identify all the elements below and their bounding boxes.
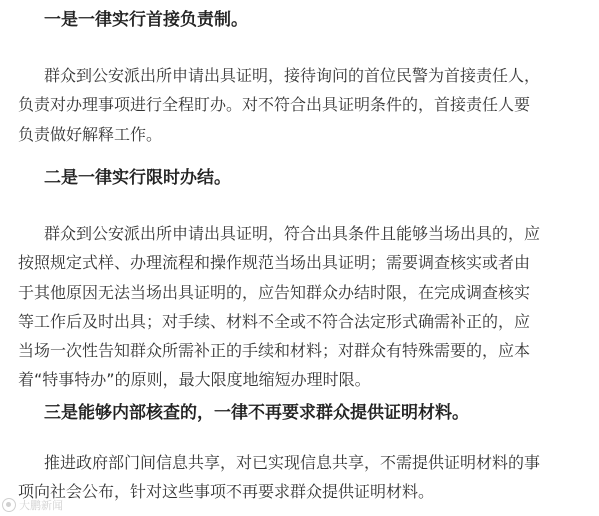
paragraph-line: 等工作后及时出具；对手续、材料不全或不符合法定形式确需补正的，应 <box>18 311 531 331</box>
paragraph-line: 推进政府部门间信息共享，对已实现信息共享，不需提供证明材料的事 <box>44 453 541 472</box>
watermark <box>2 496 63 514</box>
paragraph-line: 于其他原因无法当场出具证明的，应告知群众办结时限，在完成调查核实 <box>18 282 531 302</box>
paragraph-line: 负责做好解释工作。 <box>18 124 163 144</box>
paragraph-line: 当场一次性告知群众所需补正的手续和材料；对群众有特殊需要的，应本 <box>18 341 531 361</box>
paragraph-line: 按照规定式样、办理流程和操作规范当场出具证明；需要调查核实或者由 <box>18 253 531 273</box>
section-paragraph-1 <box>18 61 574 149</box>
section-heading-3: 三是能够内部核查的，一律不再要求群众提供证明材料。 <box>44 403 469 423</box>
paragraph-line: 着“特事特办”的原则，最大限度地缩短办理时限。 <box>18 370 371 390</box>
paragraph-line: 群众到公安派出所申请出具证明，符合出具条件且能够当场出具的，应 <box>44 224 541 243</box>
section-heading-1: 一是一律实行首接负责制。 <box>44 10 248 30</box>
paragraph-line: 负责对办理事项进行全程盯办。对不符合出具证明条件的，首接责任人要 <box>18 95 531 115</box>
watermark-logo-icon <box>2 498 16 512</box>
paragraph-line: 项向社会公布，针对这些事项不再要求群众提供证明材料。 <box>18 482 435 502</box>
paragraph-line: 群众到公安派出所申请出具证明，接待询问的首位民警为首接责任人， <box>44 66 541 85</box>
section-paragraph-2 <box>18 219 574 395</box>
section-heading-2: 二是一律实行限时办结。 <box>44 168 231 188</box>
watermark-text: 大鹏新闻 <box>19 499 63 512</box>
